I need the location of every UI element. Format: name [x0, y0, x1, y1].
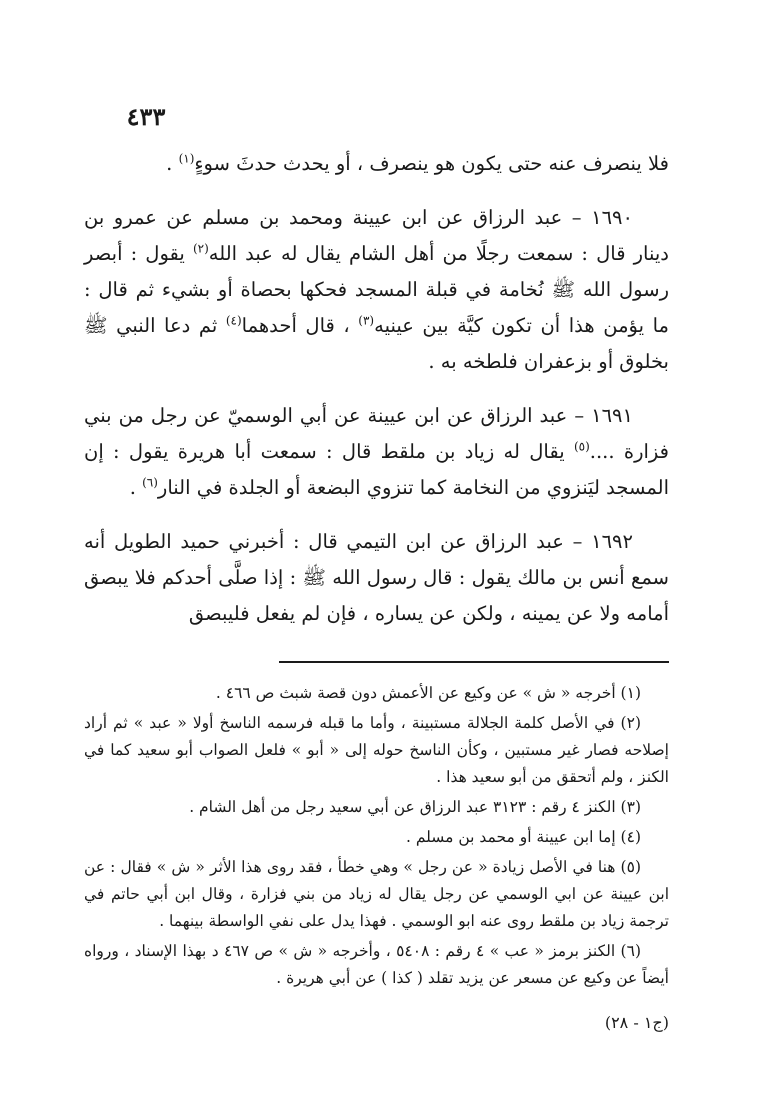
main-text [84, 146, 669, 632]
hadith-1692 [84, 524, 669, 632]
footnote-ref-2: (٢) [192, 241, 209, 256]
footnote-2: (٢) في الأصل كلمة الجلالة مستبينة ، وأما ما قبله فرسمه الناسخ أولا « عبد » ثم أراد إصلاحه فصار غير مستبين ، وكأن الناسخ حوله إلى « أبو » فلعل الصواب أبو سعيد كما في الكنز ، ولم أتحقق من أبو سعيد هذا . [84, 714, 669, 786]
footnote-ref-6: (٦) [142, 475, 158, 490]
footnote-5: (٥) هنا في الأصل زيادة « عن رجل » وهي خطأ ، فقد روى هذا الأثر « ش » فقال : عن ابن عيينة عن ابي الوسمي عن رجل يقال له زياد من بني فزارة ، وقال ابن أبي حاتم في ترجمة زياد بن ملقط روى عنه ابو الوسمي . فهذا يدل على نفي الواسطة بينهما . [84, 858, 669, 930]
footnote-ref-4: (٤) [225, 313, 242, 328]
footnote-separator [279, 661, 669, 663]
page-number: ٤٣٣ [126, 102, 166, 131]
continuation-end: . [166, 152, 179, 175]
hadith-1690 [84, 200, 669, 380]
footnote-1: (١) أخرجه « ش » عن وكيع عن الأعمش دون قصة شبث ص ٤٦٦ . [215, 684, 641, 702]
hadith-1690-part-4: ثم دعا النبي ﷺ بخلوق أو بزعفران فلطخه به . [84, 314, 669, 373]
footnote-3: (٣) الكنز ٤ رقم : ٣١٢٣ عبد الرزاق عن أبي سعيد رجل من أهل الشام . [189, 798, 641, 816]
hadith-1691-part-2: يقال له زياد بن ملقط قال : سمعت أبا هريرة يقول : إن المسجد ليَنزوي من النخامة كما تنزوي البضعة أو الجلدة في النار [84, 440, 669, 499]
volume-page-mark: (ج١ - ٢٨) [604, 1013, 669, 1032]
footnotes [84, 680, 669, 995]
hadith-1690-part-2: يقول : أبصر رسول الله ﷺ نُخامة في قبلة المسجد فحكها بحصاة أو بشيء ثم قال : ما يؤمن هذا أن تكون كيَّة بين عينيه [84, 242, 669, 337]
footnote-4: (٤) إما ابن عيينة أو محمد بن مسلم . [405, 828, 641, 846]
continuation-paragraph [84, 146, 669, 182]
continuation-text: فلا ينصرف عنه حتى يكون هو ينصرف ، أو يحدث حدثَ سوءٍ [194, 152, 669, 175]
hadith-1691 [84, 398, 669, 506]
footnote-ref-1: (١) [178, 151, 195, 166]
hadith-1690-part-1: ١٦٩٠ – عبد الرزاق عن ابن عيينة ومحمد بن مسلم عن عمرو بن دينار قال : سمعت رجلًا من أهل الشام يقال له عبد الله [84, 206, 669, 265]
footnote-ref-3: (٣) [358, 313, 375, 328]
footnote-ref-5: (٥) [573, 439, 590, 454]
hadith-1691-part-1: ١٦٩١ – عبد الرزاق عن ابن عيينة عن أبي الوسميّ عن رجل من بني فزارة .... [84, 404, 670, 463]
hadith-1691-part-3: . [129, 476, 143, 499]
hadith-1692-text: ١٦٩٢ – عبد الرزاق عن ابن التيمي قال : أخبرني حميد الطويل أنه سمع أنس بن مالك يقول : قال رسول الله ﷺ : إذا صلَّى أحدكم فلا يبصق أمامه ولا عن يمينه ، ولكن عن يساره ، فإن لم يفعل فليبصق [84, 530, 669, 625]
footnote-6: (٦) الكنز برمز « عب » ٤ رقم : ٥٤٠٨ ، وأخرجه « ش » ص ٤٦٧ د بهذا الإسناد ، ورواه أيضاً عن وكيع عن مسعر عن يزيد تقلد ( كذا ) عن أبي هريرة . [84, 942, 669, 987]
hadith-1690-part-3: ، قال أحدهما [241, 314, 359, 337]
